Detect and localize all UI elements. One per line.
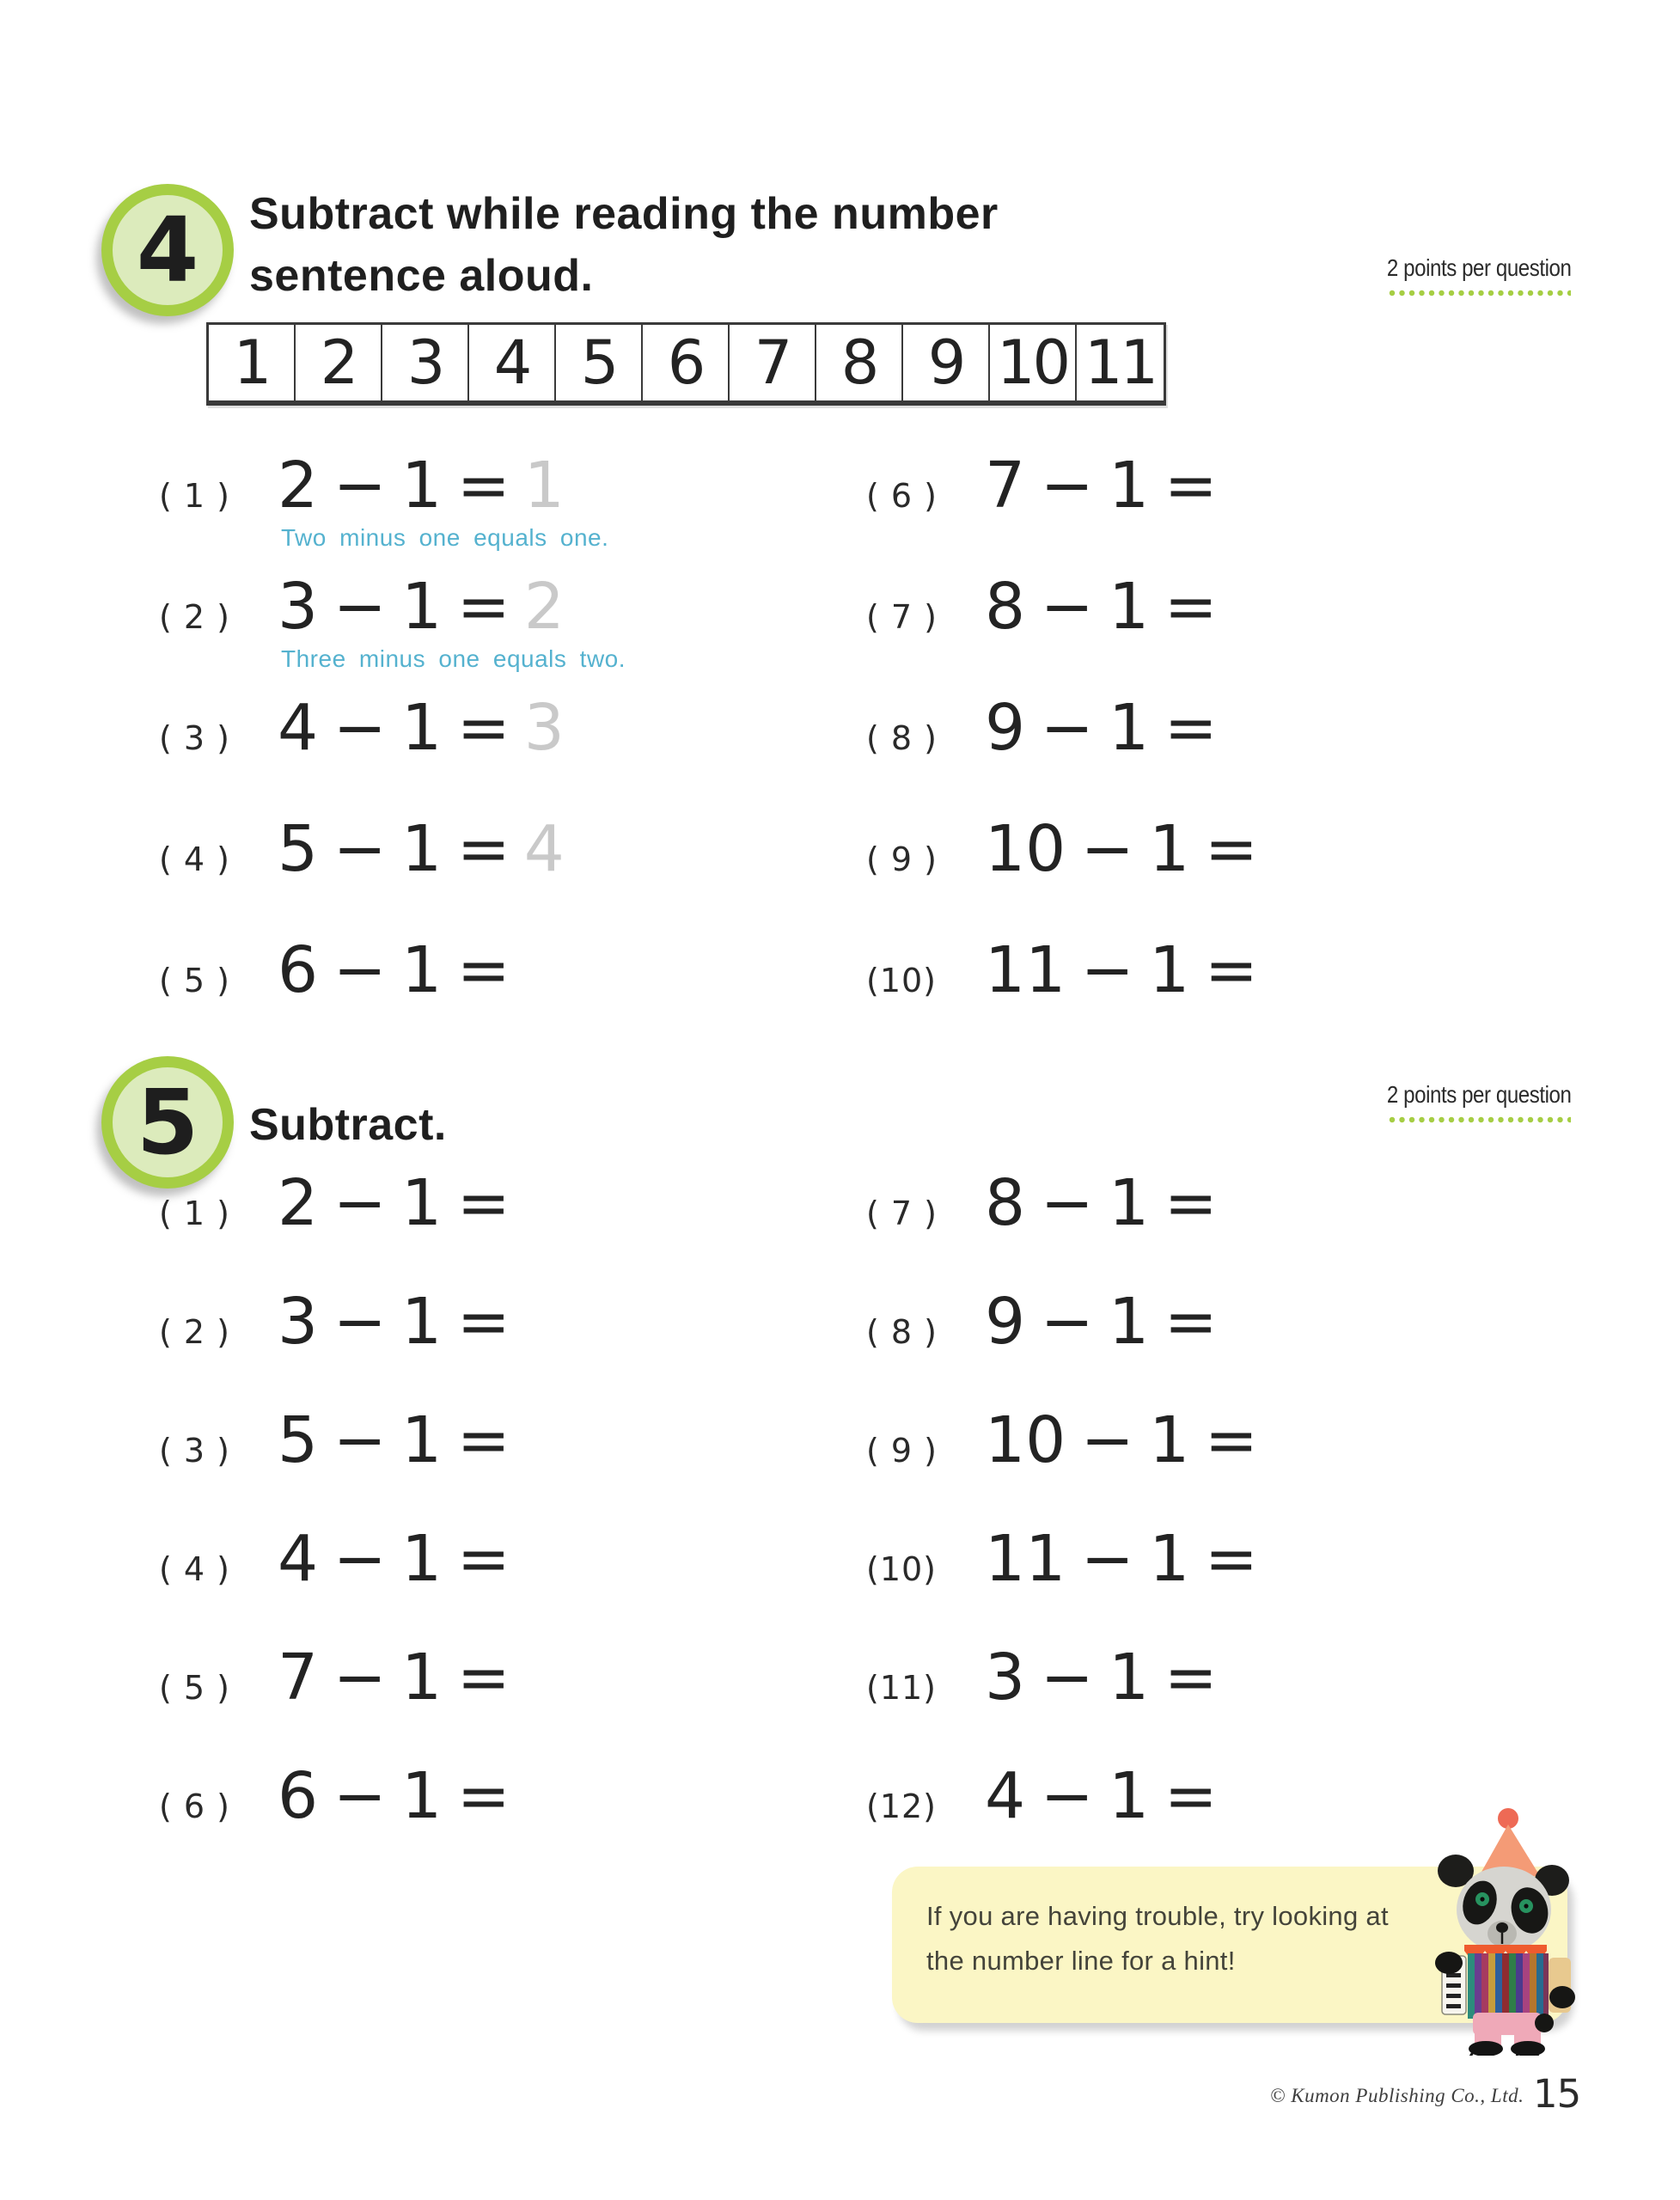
problem-expression: 2 − 1 = — [278, 1166, 510, 1240]
hint-text — [926, 1894, 1389, 1983]
copyright-text: © Kumon Publishing Co., Ltd. — [1270, 2085, 1524, 2106]
problem-expression: 10 − 1 = — [985, 812, 1258, 886]
problem-row — [159, 812, 565, 886]
section-5-number: 5 — [136, 1070, 199, 1175]
problem-row — [866, 933, 1258, 1007]
problem-expression: 11 − 1 = — [985, 1522, 1258, 1596]
section-5-points-text: 2 points per question — [1386, 1081, 1571, 1108]
problem-number: ( 6 ) — [866, 477, 938, 515]
section-4-points-note — [1357, 254, 1571, 296]
problem-row — [159, 1285, 510, 1359]
problem-row — [159, 1641, 510, 1714]
problem-expression: 7 − 1 = — [278, 1641, 510, 1714]
section-4-points-text: 2 points per question — [1386, 254, 1571, 281]
number-line-cell: 8 — [816, 325, 903, 400]
problem-expression: 4 − 1 = — [278, 691, 510, 765]
problem-number: ( 9 ) — [866, 1432, 938, 1470]
problem-number: ( 7 ) — [866, 1195, 938, 1232]
number-line-cell: 1 — [209, 325, 296, 400]
section-4-number: 4 — [136, 198, 199, 302]
section-5-title-text: Subtract. — [249, 1100, 447, 1150]
problem-expression: 8 − 1 = — [985, 570, 1218, 644]
hint-line1: If you are having trouble, try looking at — [926, 1901, 1389, 1931]
problem-number: ( 9 ) — [866, 840, 938, 878]
problem-number: (10) — [866, 962, 938, 999]
number-line-cell: 2 — [296, 325, 382, 400]
number-line-cell: 6 — [643, 325, 730, 400]
problem-row — [866, 1285, 1218, 1359]
problem-expression: 11 − 1 = — [985, 933, 1258, 1007]
problem-expression: 4 − 1 = — [278, 1522, 510, 1596]
problem-expression: 9 − 1 = — [985, 1285, 1218, 1359]
problem-expression: 3 − 1 = — [278, 570, 510, 644]
section-4-title-line1: Subtract while reading the number — [249, 189, 999, 239]
hint-line2: the number line for a hint! — [926, 1946, 1236, 1976]
panda-accordion-illustration — [1423, 1805, 1576, 2056]
problem-number: ( 2 ) — [159, 1313, 230, 1351]
problem-row — [866, 812, 1258, 886]
problem-number: ( 1 ) — [159, 477, 230, 515]
problem-number: ( 4 ) — [159, 1550, 230, 1588]
number-line-cell: 9 — [903, 325, 990, 400]
traced-answer: 4 — [523, 812, 565, 886]
problem-number: ( 5 ) — [159, 962, 230, 999]
reading-sentence: Two minus one equals one. — [281, 524, 609, 551]
problem-expression: 2 − 1 = — [278, 449, 510, 522]
problem-row — [866, 1522, 1258, 1596]
number-line-cell: 5 — [556, 325, 643, 400]
problem-row — [159, 1166, 510, 1240]
traced-answer: 2 — [523, 570, 565, 644]
number-line-cell: 7 — [730, 325, 816, 400]
problem-row — [866, 691, 1218, 765]
problem-expression: 6 − 1 = — [278, 933, 510, 1007]
section-4-title-line2: sentence aloud. — [249, 251, 594, 301]
problem-row — [159, 691, 565, 765]
problem-number: ( 8 ) — [866, 1313, 938, 1351]
problem-row — [866, 1166, 1218, 1240]
problem-expression: 3 − 1 = — [278, 1285, 510, 1359]
problem-number: (12) — [866, 1788, 938, 1825]
problem-number: ( 7 ) — [866, 598, 938, 636]
problem-number: (11) — [866, 1669, 938, 1707]
traced-answer: 1 — [523, 449, 565, 522]
problem-expression: 5 − 1 = — [278, 1403, 510, 1477]
problem-expression: 8 − 1 = — [985, 1166, 1218, 1240]
problem-number: ( 5 ) — [159, 1669, 230, 1707]
problem-expression: 3 − 1 = — [985, 1641, 1218, 1714]
reading-sentence: Three minus one equals two. — [281, 645, 626, 672]
problem-expression: 10 − 1 = — [985, 1403, 1258, 1477]
problem-row — [159, 1522, 510, 1596]
green-dotted-underline — [1389, 1116, 1571, 1123]
problem-row — [159, 1403, 510, 1477]
section-4-badge — [101, 184, 234, 316]
problem-row — [866, 1403, 1258, 1477]
problem-number: ( 6 ) — [159, 1788, 230, 1825]
problem-row — [159, 449, 609, 551]
number-line-cell: 10 — [990, 325, 1077, 400]
traced-answer: 3 — [523, 691, 565, 765]
problem-row — [159, 570, 626, 672]
problem-number: ( 1 ) — [159, 1195, 230, 1232]
problem-number: ( 2 ) — [159, 598, 230, 636]
problem-number: ( 4 ) — [159, 840, 230, 878]
green-dotted-underline — [1389, 290, 1571, 296]
problem-number: ( 3 ) — [159, 719, 230, 757]
problem-expression: 7 − 1 = — [985, 449, 1218, 522]
problem-expression: 5 − 1 = — [278, 812, 510, 886]
problem-number: (10) — [866, 1550, 938, 1588]
problem-row — [866, 1641, 1218, 1714]
number-line-cell: 11 — [1084, 327, 1157, 398]
page-number: 15 — [1533, 2071, 1581, 2117]
problem-row — [159, 1759, 510, 1833]
number-line — [206, 322, 1166, 406]
section-4-title — [249, 183, 999, 307]
number-line-cell: 4 — [469, 325, 556, 400]
problem-number: ( 8 ) — [866, 719, 938, 757]
number-line-cell: 3 — [382, 325, 469, 400]
problem-row — [159, 933, 510, 1007]
problem-number: ( 3 ) — [159, 1432, 230, 1470]
problem-row — [866, 570, 1218, 644]
problem-expression: 9 − 1 = — [985, 691, 1218, 765]
section-5-title — [249, 1094, 447, 1156]
problem-expression: 4 − 1 = — [985, 1759, 1218, 1833]
problem-row — [866, 449, 1218, 522]
problem-expression: 6 − 1 = — [278, 1759, 510, 1833]
problem-row — [866, 1759, 1218, 1833]
section-5-points-note — [1357, 1081, 1571, 1123]
